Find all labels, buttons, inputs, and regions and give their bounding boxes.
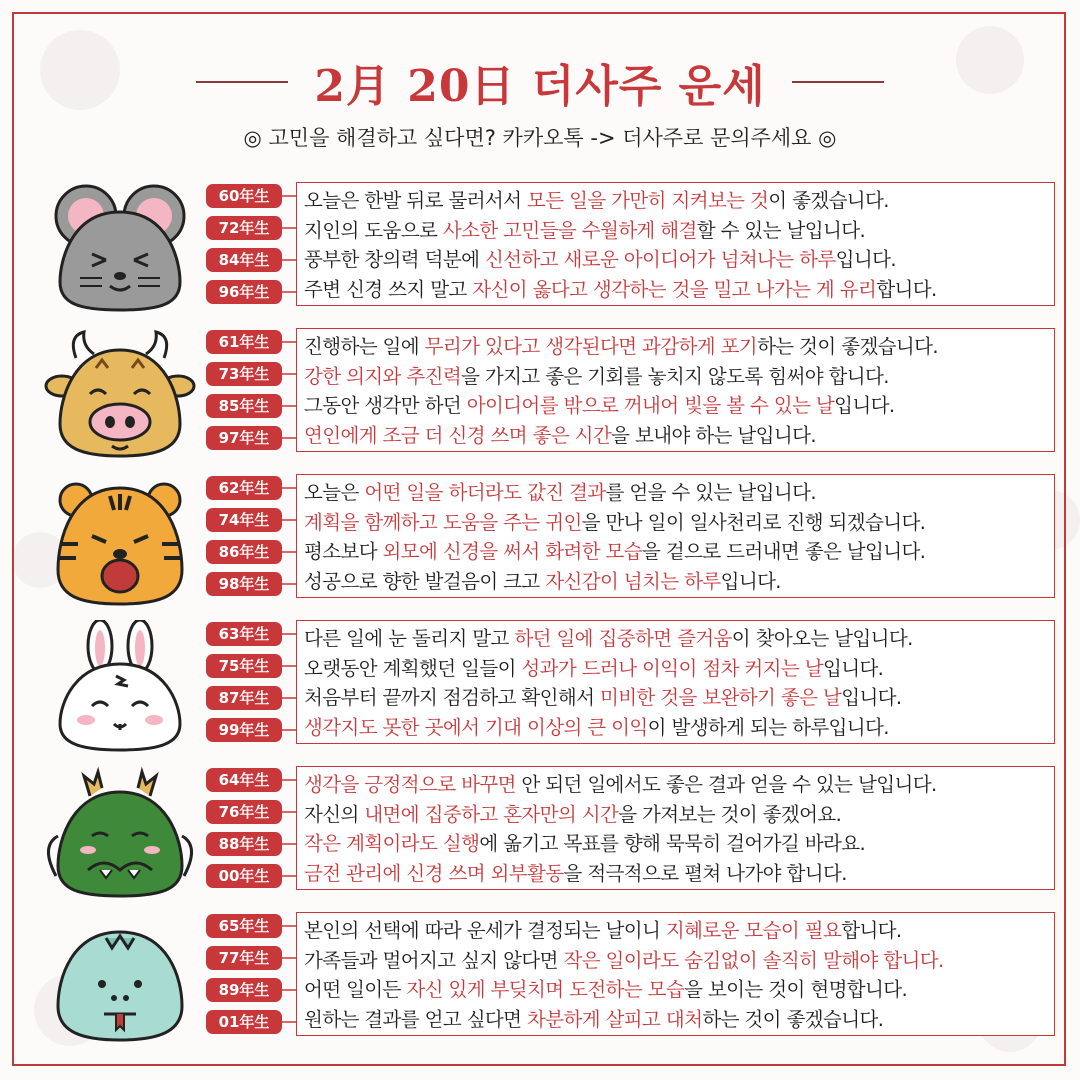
fortune-text: 합니다. [841, 919, 902, 942]
birth-year-badge: 00年生 [206, 864, 282, 888]
birth-year-badge: 74年生 [206, 508, 282, 532]
fortune-text-box [296, 182, 1055, 306]
ox-icon [40, 328, 200, 462]
header [0, 52, 1080, 112]
fortune-highlight: 강한 의지와 추진력 [304, 364, 462, 388]
fortune-highlight: 성과가 드러나 이익이 점차 커지는 날 [521, 656, 823, 680]
fortune-text: 본인의 선택에 따라 운세가 결정되는 날이니 [304, 919, 666, 942]
fortune-text: 입니다. [841, 686, 902, 709]
tiger-icon [40, 474, 200, 608]
fortune-text: 이 발생하게 되는 하루입니다. [647, 715, 889, 739]
fortune-highlight: 자신이 옳다고 생각하는 것을 밀고 나가는 게 유리 [472, 277, 877, 301]
fortune-text: 처음부터 끝까지 점검하고 확인해서 [304, 686, 600, 709]
fortune-text: 오늘은 [304, 481, 365, 504]
dragon-icon [40, 766, 200, 900]
fortune-text: 를 얻을 수 있는 날입니다. [605, 481, 816, 504]
fortune-text: 원하는 결과를 얻고 싶다면 [304, 1007, 528, 1031]
fortune-text: 오늘은 한발 뒤로 물러서서 [304, 189, 528, 212]
fortune-highlight: 지혜로운 모습이 필요 [665, 919, 842, 942]
birth-year-badge: 84年生 [206, 248, 282, 272]
birth-year-badge: 89年生 [206, 978, 282, 1002]
fortune-highlight: 작은 계획이라도 실행 [304, 832, 480, 855]
fortune-highlight: 아이디어를 밖으로 꺼내어 빛을 볼 수 있는 날 [466, 394, 835, 417]
fortune-text: 합니다. [876, 277, 937, 301]
fortune-line [304, 859, 1048, 889]
fortune-line [304, 624, 1048, 654]
fortune-text: 을 가져보는 것이 좋겠어요. [618, 802, 842, 826]
birth-year-badge: 01年生 [206, 1010, 282, 1034]
page-title: 2月 20日 더사주 운세 [314, 61, 766, 112]
fortune-line [304, 478, 1048, 508]
fortune-highlight: 하던 일에 집중하면 즐거움 [514, 627, 732, 650]
fortune-highlight: 작은 일이라도 숨김없이 솔직히 말해야 합니다. [563, 948, 944, 972]
snake-icon [40, 912, 200, 1046]
birth-year-badge: 98年生 [206, 572, 282, 596]
fortune-line [304, 332, 1048, 362]
fortune-text: 을 보내야 하는 날입니다. [611, 423, 816, 447]
fortune-highlight: 신선하고 새로운 아이디어가 넘쳐나는 하루 [484, 248, 836, 271]
fortune-text: 할 수 있는 날입니다. [696, 218, 866, 242]
fortune-text: 을 가지고 좋은 기회를 놓치지 않도록 힘써야 합니다. [461, 364, 889, 388]
fortune-text: 평소보다 [304, 540, 383, 563]
badge-connector [282, 182, 296, 306]
birth-year-badge: 73年生 [206, 362, 282, 386]
fortune-line [304, 946, 1048, 976]
fortune-text: 그동안 생각만 하던 [304, 394, 467, 417]
fortune-text-box [296, 766, 1055, 890]
title-rule-left [196, 81, 288, 83]
fortune-text: 성공으로 향한 발걸음이 크고 [304, 569, 546, 593]
fortune-highlight: 차분하게 살피고 대처 [527, 1007, 703, 1031]
birth-year-badge: 96年生 [206, 280, 282, 304]
fortune-text-box [296, 474, 1055, 598]
birth-year-badge: 87年生 [206, 686, 282, 710]
fortune-text-box [296, 912, 1055, 1036]
fortune-line [304, 186, 1048, 216]
badge-connector [282, 328, 296, 452]
birth-year-badge: 62年生 [206, 476, 282, 500]
fortune-highlight: 계획을 함께하고 도움을 주는 귀인 [304, 510, 582, 534]
fortune-text: 입니다. [834, 394, 895, 417]
fortune-line [304, 362, 1048, 392]
fortune-text-box [296, 328, 1055, 452]
fortune-line [304, 713, 1048, 743]
birth-year-badge: 60年生 [206, 184, 282, 208]
birth-year-badge: 72年生 [206, 216, 282, 240]
fortune-highlight: 생각지도 못한 곳에서 기대 이상의 큰 이익 [304, 715, 648, 739]
fortune-highlight: 자신 있게 부딪치며 도전하는 모습 [406, 978, 685, 1001]
fortune-highlight: 내면에 집중하고 혼자만의 시간 [364, 802, 619, 826]
fortune-line [304, 654, 1048, 684]
birth-year-badge: 85年生 [206, 394, 282, 418]
fortune-line [304, 508, 1048, 538]
fortune-line [304, 800, 1048, 830]
fortune-line [304, 916, 1048, 946]
fortune-text: 이 좋겠습니다. [768, 189, 889, 212]
fortune-line [304, 216, 1048, 246]
fortune-text: 안 되던 일에서도 좋은 결과 얻을 수 있는 날입니다. [515, 773, 937, 796]
fortune-text: 진행하는 일에 [304, 335, 425, 358]
fortune-line [304, 1005, 1048, 1035]
fortune-text: 을 겉으로 드러내면 좋은 날입니다. [642, 540, 926, 563]
birth-year-badge: 86年生 [206, 540, 282, 564]
birth-year-badge: 76年生 [206, 800, 282, 824]
fortune-highlight: 연인에게 조금 더 신경 쓰며 좋은 시간 [304, 423, 612, 447]
fortune-line [304, 245, 1048, 275]
badge-connector [282, 766, 296, 890]
fortune-line [304, 537, 1048, 567]
fortune-text: 을 만나 일이 일사천리로 진행 되겠습니다. [581, 510, 926, 534]
fortune-highlight: 사소한 고민들을 수월하게 해결 [442, 218, 697, 242]
fortune-text: 이 찾아오는 날입니다. [731, 627, 913, 650]
birth-year-badge: 97年生 [206, 426, 282, 450]
fortune-text-box [296, 620, 1055, 744]
badge-connector [282, 474, 296, 598]
birth-year-badge: 88年生 [206, 832, 282, 856]
birth-year-badge: 65年生 [206, 914, 282, 938]
fortune-highlight: 생각을 긍정적으로 바꾸면 [304, 773, 516, 796]
fortune-highlight: 외모에 신경을 써서 화려한 모습 [382, 540, 643, 563]
fortune-text: 에 옮기고 목표를 향해 묵묵히 걸어가길 바라요. [479, 832, 866, 855]
rat-icon [40, 182, 200, 316]
fortune-text: 자신의 [304, 802, 365, 826]
fortune-line [304, 683, 1048, 713]
birth-year-badge: 64年生 [206, 768, 282, 792]
zodiac-row [40, 328, 1060, 462]
zodiac-row [40, 766, 1060, 900]
badge-connector [282, 912, 296, 1036]
rabbit-icon [40, 620, 200, 754]
fortune-text: 입니다. [822, 656, 884, 680]
fortune-line [304, 829, 1048, 859]
fortune-text: 주변 신경 쓰지 말고 [304, 277, 473, 301]
fortune-text: 풍부한 창의력 덕분에 [304, 248, 485, 271]
fortune-text: 을 적극적으로 펼쳐 나가야 합니다. [563, 861, 847, 885]
fortune-highlight: 금전 관리에 신경 쓰며 외부활동 [304, 861, 564, 885]
fortune-line [304, 391, 1048, 421]
zodiac-row [40, 182, 1060, 316]
fortune-text: 오랫동안 계획했던 일들이 [304, 656, 522, 680]
fortune-text: 입니다. [835, 248, 896, 271]
fortune-line [304, 421, 1048, 451]
fortune-highlight: 어떤 일을 하더라도 값진 결과 [364, 481, 606, 504]
fortune-text: 입니다. [720, 569, 781, 593]
fortune-highlight: 자신감이 넘치는 하루 [545, 569, 721, 593]
birth-year-badge: 77年生 [206, 946, 282, 970]
fortune-text: 지인의 도움으로 [304, 218, 443, 242]
badge-connector [282, 620, 296, 744]
fortune-highlight: 미비한 것을 보완하기 좋은 날 [599, 686, 842, 709]
fortune-line [304, 770, 1048, 800]
fortune-line [304, 275, 1048, 305]
birth-year-badge: 99年生 [206, 718, 282, 742]
fortune-text: 하는 것이 좋겠습니다. [757, 335, 938, 358]
title-rule-right [792, 81, 884, 83]
fortune-line [304, 567, 1048, 597]
fortune-text: 가족들과 멀어지고 싶지 않다면 [304, 948, 564, 972]
fortune-text: 을 보이는 것이 현명합니다. [684, 978, 908, 1001]
zodiac-row [40, 620, 1060, 754]
fortune-text: 하는 것이 좋겠습니다. [702, 1007, 884, 1031]
birth-year-badge: 63年生 [206, 622, 282, 646]
fortune-text: 어떤 일이든 [304, 978, 407, 1001]
page-subtitle: ◎ 고민을 해결하고 싶다면? 카카오톡 -> 더사주로 문의주세요 ◎ [243, 126, 837, 150]
fortune-highlight: 무리가 있다고 생각된다면 과감하게 포기 [424, 335, 758, 358]
zodiac-row [40, 912, 1060, 1046]
fortune-line [304, 975, 1048, 1005]
fortune-text: 다른 일에 눈 돌리지 말고 [304, 627, 515, 650]
zodiac-row [40, 474, 1060, 608]
birth-year-badge: 75年生 [206, 654, 282, 678]
fortune-highlight: 모든 일을 가만히 지켜보는 것 [527, 189, 769, 212]
birth-year-badge: 61年生 [206, 330, 282, 354]
